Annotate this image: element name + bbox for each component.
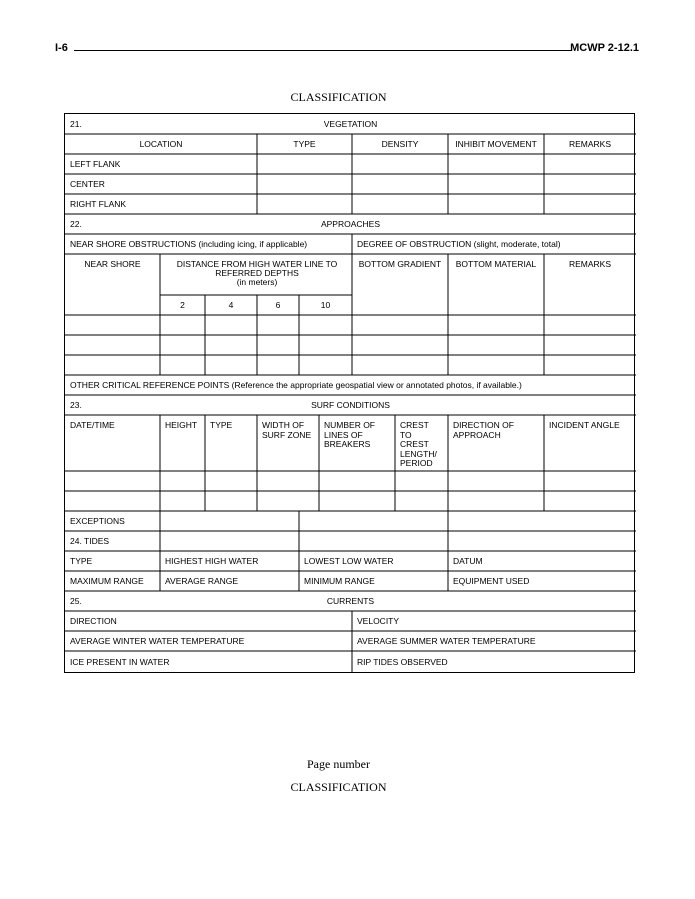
surf-col-date-time: DATE/TIME	[70, 421, 115, 430]
vegetation-col-type: TYPE	[293, 140, 316, 149]
near-shore-col: NEAR SHORE	[84, 260, 141, 269]
surf-col-incident-angle: INCIDENT ANGLE	[549, 421, 620, 430]
section-23-number: 23.	[70, 401, 82, 410]
tides-lowest-low-water: LOWEST LOW WATER	[304, 557, 394, 566]
tides-type: TYPE	[70, 557, 93, 566]
surf-conditions-title: SURF CONDITIONS	[311, 401, 390, 410]
surf-col-width-of-surf-zone: WIDTH OF SURF ZONE	[262, 421, 312, 440]
other-critical-reference-points: OTHER CRITICAL REFERENCE POINTS (Reference the appropriate geospatial view or annotated photos, if available.)	[70, 381, 522, 390]
depth-2: 2	[180, 301, 185, 310]
depth-6: 6	[275, 301, 281, 310]
exceptions-label: EXCEPTIONS	[70, 517, 125, 526]
section-22-number: 22.	[70, 220, 82, 229]
vegetation-row-right-flank: RIGHT FLANK	[70, 200, 127, 209]
tides-equipment-used: EQUIPMENT USED	[453, 577, 530, 586]
section-21-number: 21.	[70, 120, 82, 129]
form-grid-lines	[64, 113, 637, 675]
header-rule	[74, 50, 571, 51]
surf-col-type: TYPE	[210, 421, 233, 430]
avg-summer-water-temp: AVERAGE SUMMER WATER TEMPERATURE	[357, 637, 536, 646]
tides-minimum-range: MINIMUM RANGE	[304, 577, 375, 586]
degree-of-obstruction-label: DEGREE OF OBSTRUCTION (slight, moderate, total)	[357, 240, 561, 249]
surf-col-height: HEIGHT	[165, 421, 198, 430]
bottom-material-col: BOTTOM MATERIAL	[455, 260, 537, 269]
depth-4: 4	[228, 301, 234, 310]
currents-title: CURRENTS	[326, 597, 375, 606]
vegetation-col-location: LOCATION	[139, 140, 183, 149]
avg-winter-water-temp: AVERAGE WINTER WATER TEMPERATURE	[70, 637, 245, 646]
page-id: I-6	[55, 42, 68, 54]
near-shore-obstructions-label: NEAR SHORE OBSTRUCTIONS (including icing, if applicable)	[70, 240, 308, 249]
vegetation-col-remarks: REMARKS	[568, 140, 612, 149]
rip-tides-observed: RIP TIDES OBSERVED	[357, 658, 448, 667]
currents-velocity: VELOCITY	[357, 617, 400, 626]
tides-average-range: AVERAGE RANGE	[165, 577, 239, 586]
approaches-remarks-col: REMARKS	[568, 260, 612, 269]
distance-unit: (in meters)	[236, 277, 278, 287]
vegetation-col-density: DENSITY	[381, 140, 419, 149]
classification-top: CLASSIFICATION	[290, 90, 387, 104]
page-number: Page number	[307, 757, 370, 771]
surf-col-crest-to-crest: CREST TO CREST LENGTH/ PERIOD	[400, 421, 437, 468]
distance-header	[165, 260, 349, 287]
depth-10: 10	[320, 301, 331, 310]
distance-header-text: DISTANCE FROM HIGH WATER LINE TO REFERRED DEPTHS	[176, 260, 338, 278]
vegetation-title: VEGETATION	[323, 120, 378, 129]
vegetation-col-inhibit-movement: INHIBIT MOVEMENT	[455, 140, 537, 149]
section-25-number: 25.	[70, 597, 82, 606]
tides-datum: DATUM	[453, 557, 483, 566]
ice-present-in-water: ICE PRESENT IN WATER	[70, 658, 170, 667]
tides-title: 24. TIDES	[70, 537, 110, 546]
bottom-gradient-col: BOTTOM GRADIENT	[358, 260, 442, 269]
currents-direction: DIRECTION	[70, 617, 117, 626]
tides-highest-high-water: HIGHEST HIGH WATER	[165, 557, 259, 566]
surf-col-number-of-lines: NUMBER OF LINES OF BREAKERS	[324, 421, 375, 449]
surf-col-direction-of-approach: DIRECTION OF APPROACH	[453, 421, 514, 440]
classification-form	[64, 113, 635, 673]
vegetation-row-center: CENTER	[70, 180, 105, 189]
vegetation-row-left-flank: LEFT FLANK	[70, 160, 121, 169]
tides-maximum-range: MAXIMUM RANGE	[70, 577, 144, 586]
approaches-title: APPROACHES	[320, 220, 381, 229]
classification-bottom: CLASSIFICATION	[290, 780, 387, 794]
document-id: MCWP 2-12.1	[570, 42, 639, 54]
